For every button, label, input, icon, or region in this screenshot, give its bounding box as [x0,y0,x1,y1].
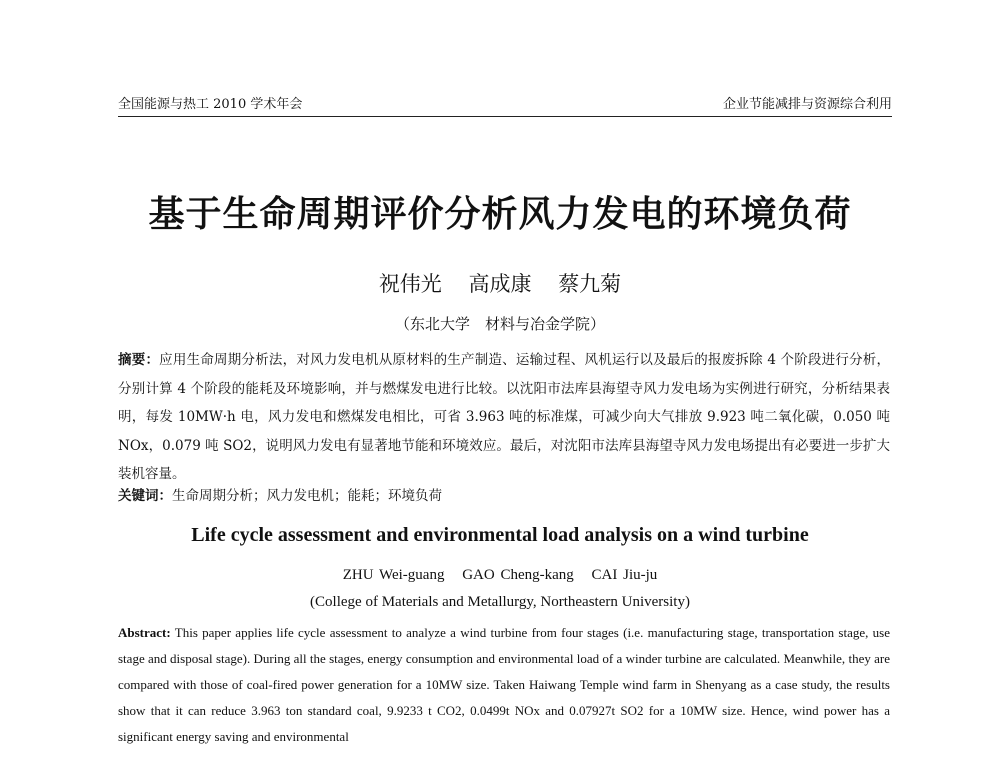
abstract-en-label: Abstract: [118,625,171,640]
author-en: GAO Cheng-kang [462,567,574,583]
authors-en [0,567,1000,584]
author-en: ZHU Wei-guang [342,567,445,583]
author-cn: 蔡九菊 [558,272,622,296]
paper-title-cn: 基于生命周期评价分析风力发电的环境负荷 [148,193,852,235]
abstract-cn [118,346,890,489]
running-header [118,96,892,117]
affiliation-cn: （东北大学 材料与冶金学院） [394,315,605,333]
abstract-cn-label: 摘要： [118,352,160,368]
keywords-cn [118,486,890,506]
affiliation-en: (College of Materials and Metallurgy, Northeastern University) [310,594,690,610]
paper-title-en: Life cycle assessment and environmental load analysis on a wind turbine [191,524,809,546]
abstract-en-text: This paper applies life cycle assessment to analyze a wind turbine from four stages (i.e. manufacturing stage, transportation stage, use stage and disposal stage). During all the stages, energy consumption and environmental load of a winder turbine are calculated. Meanwhile, they are compared with those of coal-fired power generation for a 10MW size. Taken Haiwang Temple wind farm in Shenyang as a case study, the results show that it can reduce 3.963 ton standard coal, 9.9233 t CO2, 0.0499t NOx and 0.07927t SO2 for a 10MW size. Hence, wind power has a significant energy saving and environmental [118,625,890,744]
abstract-cn-text: 应用生命周期分析法，对风力发电机从原材料的生产制造、运输过程、风机运行以及最后的报废拆除 4 个阶段进行分析，分别计算 4 个阶段的能耗及环境影响，并与燃煤发电进行比较。以沈阳市法库县海望寺风力发电场为实例进行研究，分析结果表明，每发 10MW·h 电，风力发电和燃煤发电相比，可省 3.963 吨的标准煤，可减少向大气排放 9.923 吨二氧化碳，0.050 吨 NOx，0.079 吨 SO2，说明风力发电有显著地节能和环境效应。最后，对沈阳市法库县海望寺风力发电场提出有必要进一步扩大装机容量。 [118,352,891,482]
keywords-cn-text: 生命周期分析；风力发电机；能耗；环境负荷 [172,488,442,504]
author-cn: 祝伟光 [378,272,442,296]
header-conference: 全国能源与热工 2010 学术年会 [118,97,303,112]
author-cn: 高成康 [468,272,532,296]
abstract-en [118,620,890,750]
keywords-cn-label: 关键词： [118,488,172,504]
header-section: 企业节能减排与资源综合利用 [722,97,892,112]
authors-cn [0,268,1000,298]
author-en: CAI Jiu-ju [591,567,658,583]
